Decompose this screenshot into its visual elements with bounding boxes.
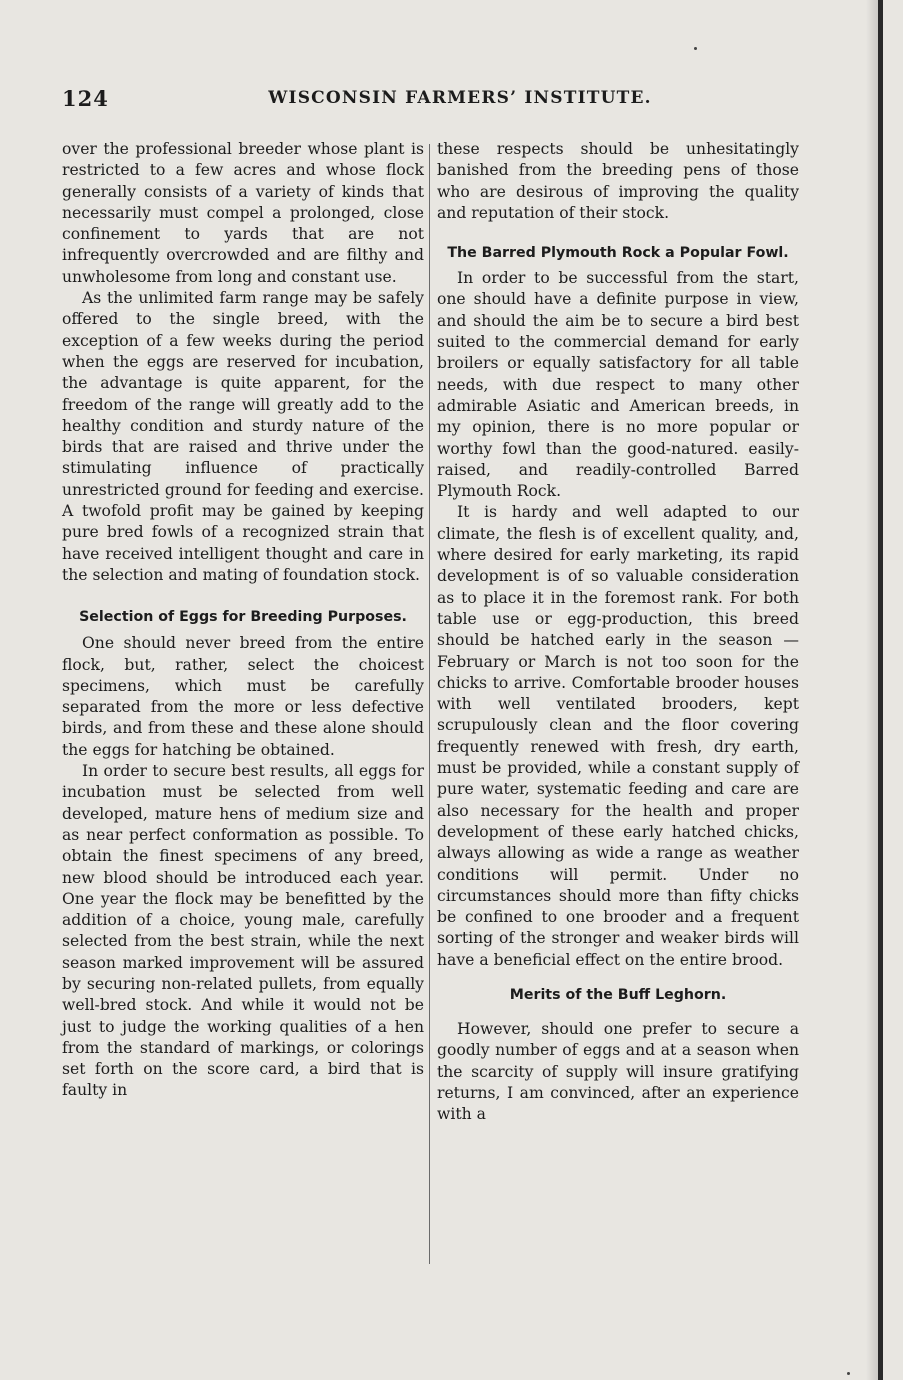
paragraph: In order to be successful from the start, one should have a definite purpose in view, and should the aim be to secure a bird best suited to the commercial demand for early broilers or equally satisfactory for all table needs, with due respect to many other admirable Asiatic and American breeds, in my opinion, there is no more popular or worthy fowl than the good-natured. easily-raised, and readily-controlled Barred Plymouth Rock. xyxy=(437,269,799,501)
running-head: WISCONSIN FARMERS’ INSTITUTE. xyxy=(268,88,652,108)
column-divider xyxy=(429,144,430,1264)
page-edge-shadow xyxy=(866,0,878,1380)
left-column xyxy=(62,139,424,1102)
paper-speck xyxy=(847,1372,850,1375)
paragraph: However, should one prefer to secure a goodly number of eggs and at a season when the scarcity of supply will insure gratifying returns, I am convinced, after an experience with a xyxy=(437,1019,799,1124)
page-number: 124 xyxy=(62,86,109,111)
page-header xyxy=(62,86,800,116)
section-heading: The Barred Plymouth Rock a Popular Fowl. xyxy=(447,245,789,262)
paragraph: In order to secure best results, all eggs for incubation must be selected from well developed, mature hens of medium size and as near perfect conformation as possible. To obtain the finest specimens of any breed, new blood should be introduced each year. One year the flock may be benefitted by the addition of a choice, young male, carefully selected from the best strain, while the next season marked improvement will be assured by securing non-related pullets, from equally well-bred stock. And while it would not be just to judge the working qualities of a hen from the standard of markings, or colorings set forth on the score card, a bird that is faulty in xyxy=(62,762,424,1100)
section-heading: Merits of the Buff Leghorn. xyxy=(509,986,727,1003)
page-edge-line xyxy=(878,0,883,1380)
paragraph: these respects should be unhesitatingly banished from the breeding pens of those who are desirous of improving the quality and reputation of their stock. xyxy=(437,140,799,222)
paragraph: One should never breed from the entire flock, but, rather, select the choicest specimens, which must be carefully separated from the more or less defective birds, and from these and these alone should the eggs for hatching be obtained. xyxy=(62,634,424,759)
right-column xyxy=(437,139,799,1125)
section-heading: Selection of Eggs for Breeding Purposes. xyxy=(79,609,407,626)
paragraph: As the unlimited farm range may be safely offered to the single breed, with the exception of a few weeks during the period when the eggs are reserved for incubation, the advantage is quite apparent, for the freedom of the range will greatly add to the healthy condition and sturdy nature of the birds that are raised and thrive under the stimulating influence of practically unrestricted ground for feeding and exercise. A twofold profit may be gained by keeping pure bred fowls of a recognized strain that have received intelligent thought and care in the selection and mating of foundation stock. xyxy=(62,289,424,584)
paper-speck xyxy=(694,47,697,50)
paragraph: over the professional breeder whose plant is restricted to a few acres and whose flock generally consists of a variety of kinds that necessarily must compel a prolonged, close confinement to yards that are not infrequently overcrowded and are filthy and unwholesome from long and constant use. xyxy=(62,140,424,286)
paragraph: It is hardy and well adapted to our climate, the flesh is of excellent quality, and, where desired for early marketing, its rapid development is of so valuable consideration as to place it in the foremost rank. For both table use or egg-production, this breed should be hatched early in the season —February or March is not too soon for the chicks to arrive. Comfortable brooder houses with well ventilated brooders, kept scrupulously clean and the floor covering frequently renewed with fresh, dry earth, must be provided, while a constant supply of pure water, systematic feeding and care are also necessary for the health and proper development of these early hatched chicks, always allowing as wide a range as weather conditions will permit. Under no circumstances should more than fifty chicks be confined to one brooder and a frequent sorting of the stronger and weaker birds will have a beneficial effect on the entire brood. xyxy=(437,503,799,969)
